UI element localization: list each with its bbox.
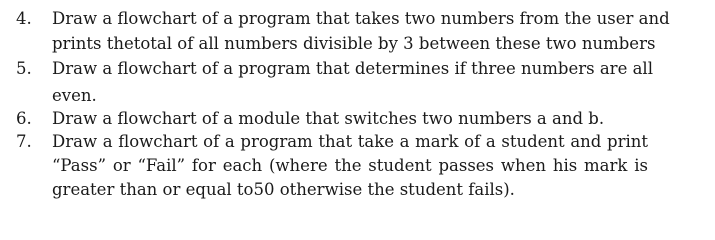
item-text-line: prints thetotal of all numbers divisible by 3 between these two numbers [52,34,656,53]
item-text-line: Draw a flowchart of a module that switches two numbers a and b. [52,109,605,128]
item-text-line: greater than or equal to50 otherwise the student fails). [52,180,515,199]
item-text-line: even. [52,86,97,105]
item-number: 5. [16,59,32,78]
item-text-line: Draw a flowchart of a program that takes two numbers from the user and [52,9,670,28]
item-number: 7. [16,132,32,151]
item-number: 4. [16,9,32,28]
item-text-line: “Pass” or “Fail” for each (where the student passes when his mark is [52,156,648,175]
item-number: 6. [16,109,32,128]
item-text-line: Draw a flowchart of a program that determines if three numbers are all [52,59,653,78]
item-text-line: Draw a flowchart of a program that take a mark of a student and print [52,132,648,151]
